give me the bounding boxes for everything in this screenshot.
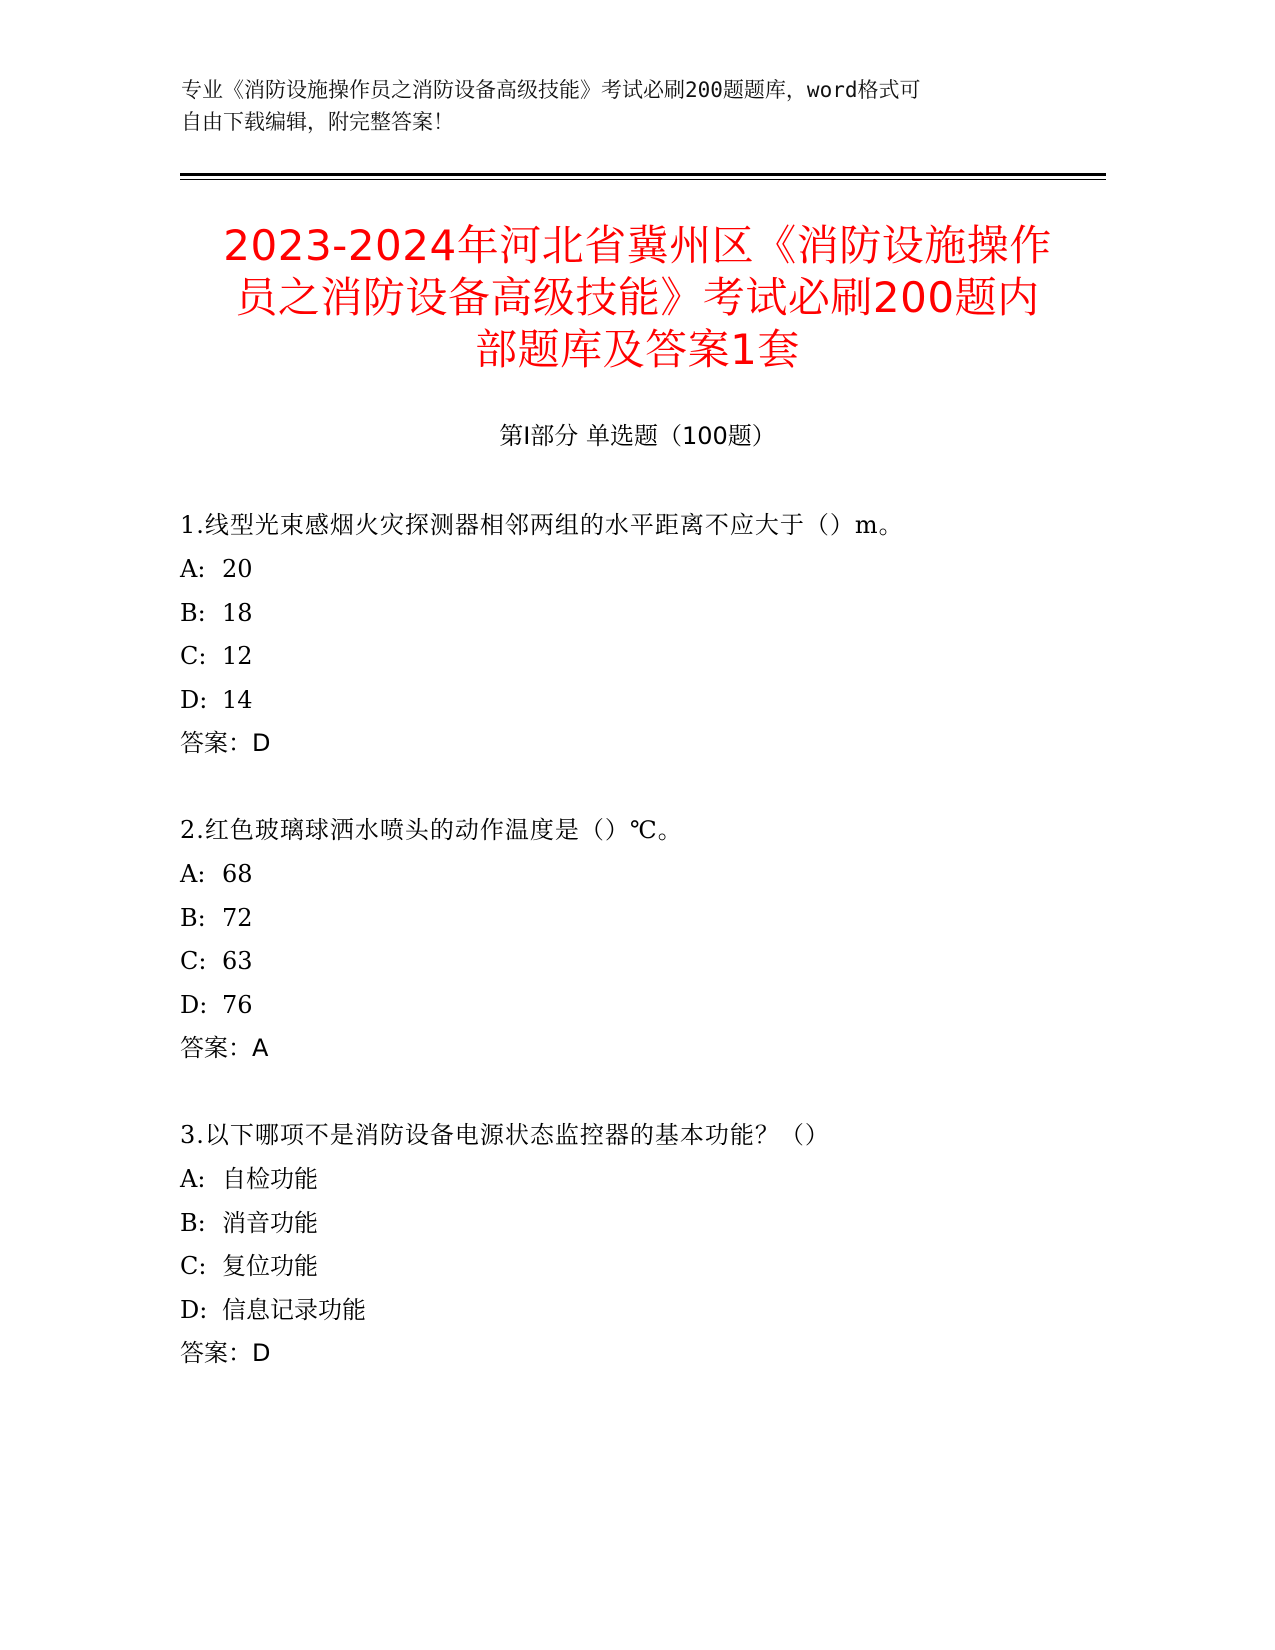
question-stem: 1.线型光束感烟火灾探测器相邻两组的水平距离不应大于（）m。 <box>180 511 904 539</box>
option-letter: C: <box>180 947 207 975</box>
option-c <box>180 945 1095 989</box>
option-letter: D: <box>180 685 208 714</box>
option-b <box>180 1207 1095 1251</box>
option-text: 12 <box>222 642 253 670</box>
question-block <box>180 1119 1095 1381</box>
option-a <box>180 1163 1095 1207</box>
header-divider-thick <box>180 173 1106 176</box>
document-title-line-2: 员之消防设备高级技能》考试必刷200题内 <box>235 273 1040 322</box>
option-a <box>180 553 1095 597</box>
section-heading: 第I部分 单选题（100题） <box>499 422 776 450</box>
option-letter: A: <box>180 860 206 888</box>
option-c <box>180 640 1095 684</box>
option-letter: B: <box>180 598 206 627</box>
question-stem: 3.以下哪项不是消防设备电源状态监控器的基本功能？（） <box>180 1121 830 1149</box>
option-a <box>180 858 1095 902</box>
option-letter: A: <box>180 555 206 583</box>
header-note-line-1: 专业《消防设施操作员之消防设备高级技能》考试必刷200题题库，word格式可 <box>181 78 921 102</box>
option-d <box>180 684 1095 728</box>
option-letter: C: <box>180 642 207 670</box>
option-letter: D: <box>180 1295 208 1324</box>
document-title-line-1: 2023-2024年河北省冀州区《消防设施操作 <box>223 221 1052 270</box>
document-title-line-3: 部题库及答案1套 <box>475 325 800 374</box>
option-text: 68 <box>222 860 253 888</box>
answer-line: 答案：D <box>180 1339 271 1367</box>
answer-line: 答案：D <box>180 729 271 757</box>
question-block <box>180 509 1095 771</box>
option-text: 76 <box>222 990 253 1019</box>
option-letter: C: <box>180 1252 207 1280</box>
option-letter: A: <box>180 1165 206 1193</box>
option-b <box>180 902 1095 946</box>
option-text: 14 <box>222 685 253 714</box>
question-stem: 2.红色玻璃球洒水喷头的动作温度是（）℃。 <box>180 816 683 844</box>
option-d <box>180 1294 1095 1338</box>
question-block <box>180 814 1095 1076</box>
document-title <box>180 220 1095 376</box>
option-text: 72 <box>222 903 253 932</box>
option-text: 63 <box>222 947 253 975</box>
option-text: 消音功能 <box>222 1208 318 1237</box>
option-text: 信息记录功能 <box>222 1295 366 1324</box>
option-text: 复位功能 <box>222 1252 318 1280</box>
option-b <box>180 597 1095 641</box>
option-c <box>180 1250 1095 1294</box>
option-text: 18 <box>222 598 253 627</box>
option-letter: B: <box>180 903 206 932</box>
option-letter: B: <box>180 1208 206 1237</box>
answer-line: 答案：A <box>180 1034 269 1062</box>
option-text: 自检功能 <box>222 1165 318 1193</box>
header-note <box>181 74 1081 138</box>
option-letter: D: <box>180 990 208 1019</box>
header-divider-thin <box>180 179 1106 180</box>
header-note-line-2: 自由下载编辑，附完整答案！ <box>181 110 454 134</box>
option-text: 20 <box>222 555 253 583</box>
option-d <box>180 989 1095 1033</box>
